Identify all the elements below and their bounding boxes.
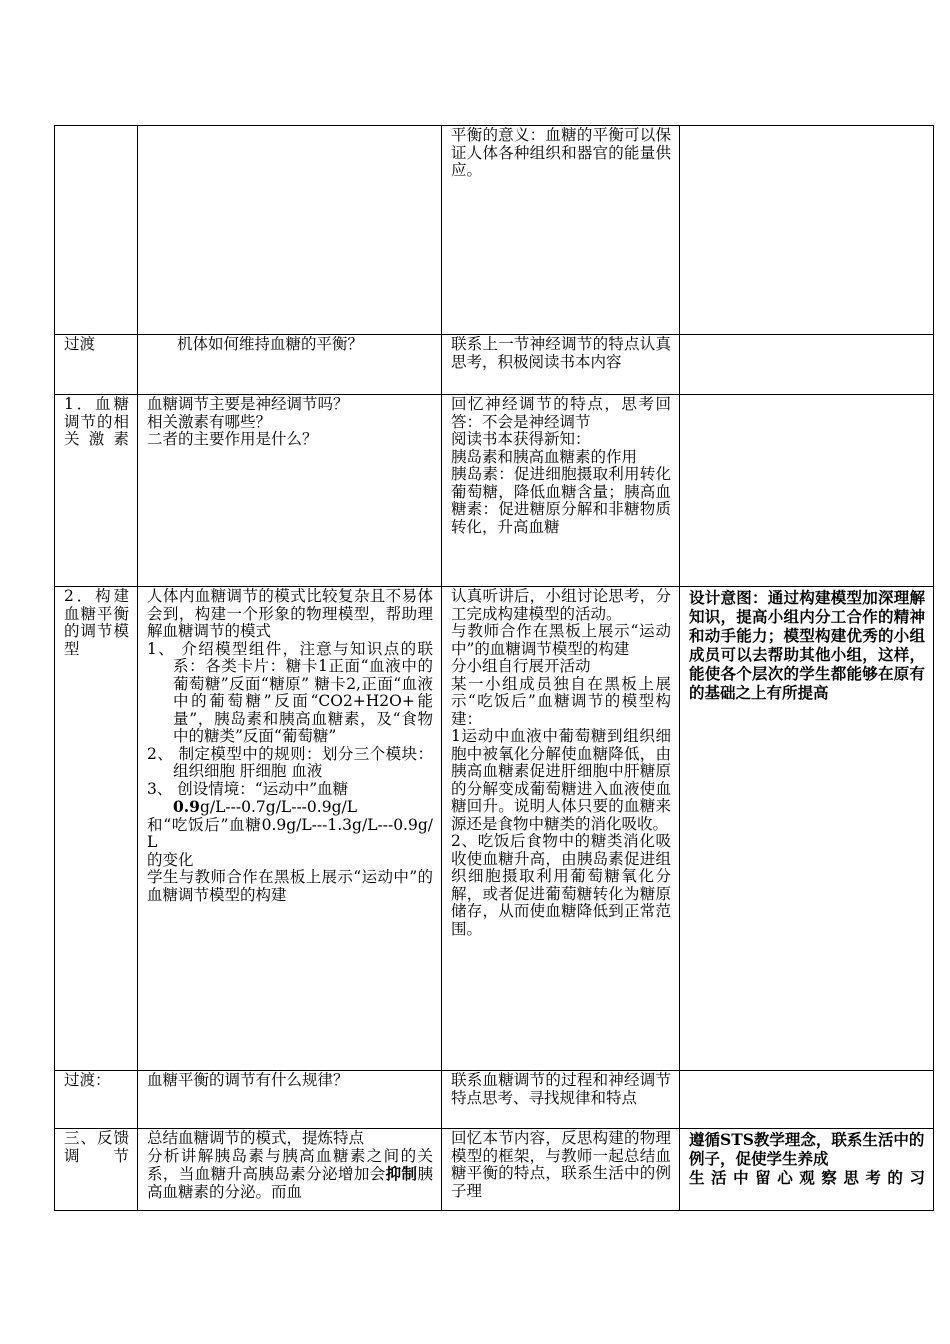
student-text: 某一小组成员独自在黑板上展示“吃饭后”血糖调节的模型构建： <box>451 674 671 728</box>
teacher-text: 相关激素有哪些？ <box>147 412 272 431</box>
teacher-text: 2、 制定模型中的规则：划分三个模块：组织细胞 肝细胞 血液 <box>147 744 433 780</box>
teacher-activity-cell <box>138 587 442 1071</box>
design-intent-cell <box>680 1071 934 1129</box>
student-text: 与教师合作在黑板上展示“运动中”的血糖调节模型的构建 <box>451 622 671 658</box>
step-cell: 过渡 <box>55 335 138 395</box>
student-text: 分小组自行展开活动 <box>451 657 591 675</box>
student-text: 平衡的意义：血糖的平衡可以保证人体各种组织和器官的能量供应。 <box>451 126 671 179</box>
teacher-text: 二者的主要作用是什么？ <box>147 430 318 448</box>
student-text: 阅读书本获得新知： <box>451 430 591 448</box>
design-text: 生活中留心观察思考的习 <box>689 1168 925 1187</box>
lesson-plan-table <box>54 125 934 1211</box>
student-text: 胰岛素和胰高血糖素的作用 <box>451 447 638 466</box>
student-text: 回忆本节内容，反思构建的物理模型的框架，与教师一起总结血糖平衡的特点，联系生活中的例子理 <box>451 1129 671 1200</box>
student-text: 1运动中血液中葡萄糖到组织细胞中被氧化分解使血糖降低，由胰高血糖素促进肝细胞中肝糖原的分解变成葡萄糖进入血液使血糖回升。说明人体只要的血糖来源还是食物中糖类的消化吸收。 <box>451 727 671 833</box>
teacher-text: 1、 介绍模型组件，注意与知识点的联系：各类卡片：糖卡1正面“血液中的葡萄糖”反面“糖原” 糖卡2,正面“血液中的葡萄糖”反面“CO2+H2O+能量”，胰岛素和胰高血糖素，及“食物中的糖类”反面“葡萄糖” <box>147 639 433 745</box>
teacher-activity-cell <box>138 1129 442 1211</box>
design-intent-cell <box>680 1129 934 1211</box>
step-cell <box>55 126 138 335</box>
teacher-text: 人体内血糖调节的模式比较复杂且不易体会到，构建一个形象的物理模型，帮助理解血糖调节的模式 <box>147 587 433 640</box>
student-activity-cell <box>442 587 680 1071</box>
table-row <box>55 126 934 335</box>
teacher-activity-cell <box>138 395 442 587</box>
bold-value: 0.9 <box>173 797 200 816</box>
teacher-text: 的变化 <box>147 850 194 869</box>
student-activity-cell <box>442 126 680 335</box>
value-range: g/L---0.7g/L---0.9g/L <box>199 798 358 816</box>
student-text: 2、吃饭后食物中的糖类消化吸收使血糖升高，由胰岛素促进组织细胞摄取利用葡萄糖氧化分解，或者促进葡萄糖转化为糖原储存，从而使血糖降低到正常范围。 <box>451 832 671 938</box>
emphasis: 抑制 <box>385 1164 418 1183</box>
teacher-text <box>147 798 433 817</box>
teacher-text: 总结血糖调节的模式，提炼特点 <box>147 1129 365 1147</box>
table-row <box>55 335 934 395</box>
design-intent-cell <box>680 587 934 1071</box>
step-cell: 1．血糖调节的相关激素 <box>55 395 138 587</box>
design-text: 遵循STS教学理念，联系生活中的例子，促使学生养成 <box>689 1130 925 1168</box>
student-text: 联系血糖调节的过程和神经调节特点思考、寻找规律和特点 <box>451 1071 671 1107</box>
student-text: 回忆神经调节的特点，思考回答：不会是神经调节 <box>451 395 671 431</box>
step-cell: 三、反馈调节 <box>55 1129 138 1211</box>
design-intent-cell <box>680 335 934 395</box>
design-intent-cell <box>680 395 934 587</box>
teacher-activity-cell <box>138 1071 442 1129</box>
step-cell: 2．构建血糖平衡的调节模型 <box>55 587 138 1071</box>
teacher-activity-cell <box>138 335 442 395</box>
student-text: 胰岛素：促进细胞摄取利用转化葡萄糖，降低血糖含量；胰高血糖素：促进糖原分解和非糖物质转化，升高血糖 <box>451 465 671 536</box>
table-row <box>55 1129 934 1211</box>
teacher-text: 机体如何维持血糖的平衡？ <box>177 335 364 353</box>
design-text: 设计意图：通过构建模型加深理解知识，提高小组内分工合作的精神和动手能力；模型构建优秀的小组成员可以去帮助其他小组，这样，能使各个层次的学生都能够在原有的基础之上有所提高 <box>689 588 925 702</box>
teacher-text: 血糖平衡的调节有什么规律？ <box>147 1071 349 1089</box>
design-intent-cell <box>680 126 934 335</box>
table-row <box>55 395 934 587</box>
table-row <box>55 1071 934 1129</box>
teacher-text: 3、 创设情境：“运动中”血糖 <box>147 779 349 798</box>
step-cell: 过渡： <box>55 1071 138 1129</box>
teacher-activity-cell <box>138 126 442 335</box>
student-activity-cell <box>442 395 680 587</box>
teacher-text: 分析讲解胰岛素与胰高血糖素之间的关系，当血糖升高胰岛素分泌增加会抑制胰高血糖素的分泌。而血 <box>147 1146 433 1201</box>
student-activity-cell <box>442 1071 680 1129</box>
teacher-text: 学生与教师合作在黑板上展示“运动中”的血糖调节模型的构建 <box>147 868 433 904</box>
table-row <box>55 587 934 1071</box>
student-activity-cell <box>442 335 680 395</box>
student-activity-cell <box>442 1129 680 1211</box>
teacher-text: 血糖调节主要是神经调节吗？ <box>147 395 349 413</box>
teacher-text: 和“吃饭后”血糖0.9g/L---1.3g/L---0.9g/L <box>147 815 433 851</box>
student-text: 联系上一节神经调节的特点认真思考，积极阅读书本内容 <box>451 335 671 371</box>
student-text: 认真听讲后，小组讨论思考，分工完成构建模型的活动。 <box>451 587 671 623</box>
